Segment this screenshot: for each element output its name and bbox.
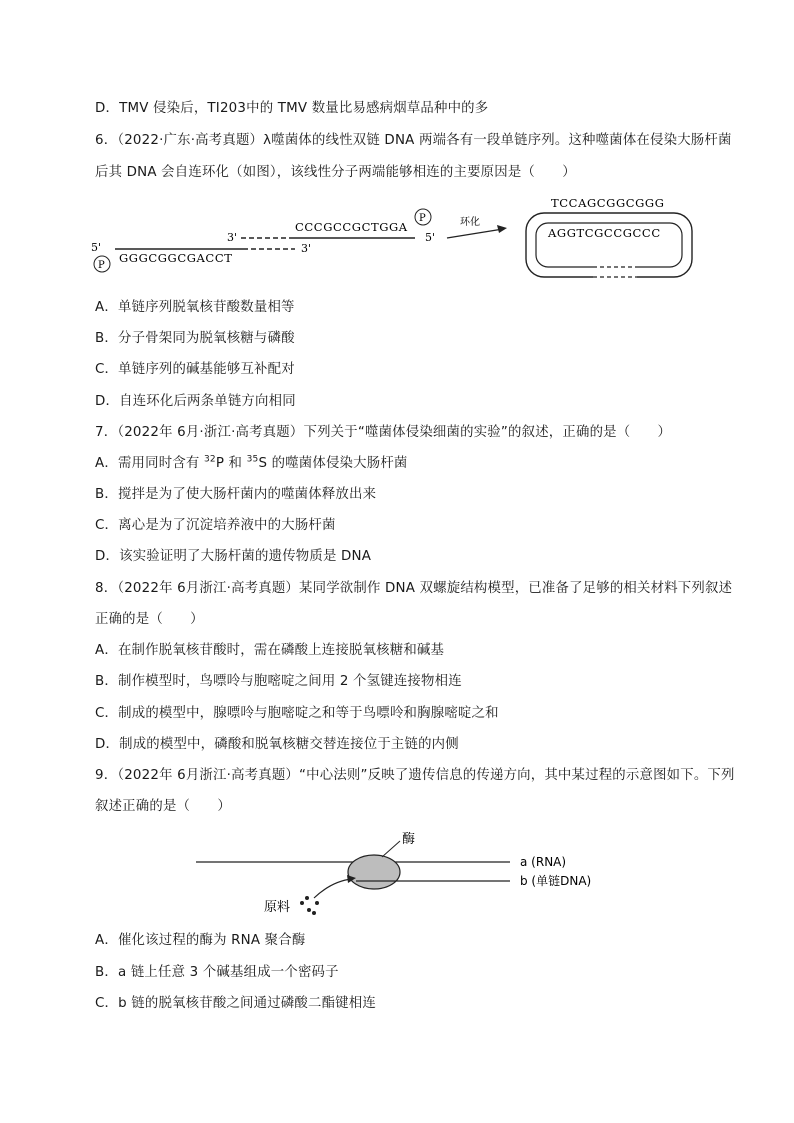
q8-option-a: A．在制作脱氧核苷酸时，需在磷酸上连接脱氧核糖和碱基 <box>95 643 445 658</box>
top-single-strand-seq: CCCGCCGCTGGA <box>295 220 408 234</box>
label-5prime-top: 5' <box>425 231 436 244</box>
q8-stem-line2: 正确的是（ ） <box>95 612 204 627</box>
q5-option-d: D．TMV 侵染后，TI203中的 TMV 数量比易感病烟草品种中的多 <box>95 101 489 116</box>
q9-option-b: B．a 链上任意 3 个碱基组成一个密码子 <box>95 965 339 980</box>
ring-bottom-seq: AGGTCGCCGCCC <box>548 226 661 240</box>
label-3prime-top: 3' <box>227 231 238 244</box>
phosphate-left-label: P <box>98 260 105 271</box>
q7-stem: 7．（2022年 6月·浙江·高考真题）下列关于“噬菌体侵染细菌的实验”的叙述，正确的是（ ） <box>95 425 672 440</box>
circularize-arrow-line <box>447 229 503 238</box>
q9-option-c: C．b 链的脱氧核苷酸之间通过磷酸二酯键相连 <box>95 996 376 1011</box>
dna-circularization-figure <box>85 193 705 285</box>
q6-option-c: C．单链序列的碱基能够互补配对 <box>95 362 295 377</box>
nucleotide-dot <box>300 901 304 905</box>
bottom-single-strand-seq: GGGCGGCGACCT <box>119 251 233 265</box>
q6-option-b: B．分子骨架同为脱氧核糖与磷酸 <box>95 331 295 346</box>
material-label: 原料 <box>264 900 291 915</box>
material-arrow-line <box>314 879 352 898</box>
q8-option-b: B．制作模型时，鸟嘌呤与胞嘧啶之间用 2 个氢键连接物相连 <box>95 674 462 689</box>
q7-option-d: D．该实验证明了大肠杆菌的遗传物质是 DNA <box>95 549 372 564</box>
q8-option-c: C．制成的模型中，腺嘌呤与胞嘧啶之和等于鸟嘌呤和胸腺嘧啶之和 <box>95 706 499 721</box>
nucleotide-dot <box>305 896 309 900</box>
q7-option-c: C．离心是为了沉淀培养液中的大肠杆菌 <box>95 518 336 533</box>
circularize-label: 环化 <box>460 217 480 228</box>
nucleotide-dot <box>315 901 319 905</box>
enzyme-label: 酶 <box>402 832 416 847</box>
nucleotide-dot <box>312 911 316 915</box>
label-5prime-left: 5' <box>91 241 102 254</box>
q6-option-d: D．自连环化后两条单链方向相同 <box>95 394 296 409</box>
nucleotide-dot <box>307 908 311 912</box>
q7-option-a: A．需用同时含有 $^{32}$P 和 $^{35}$S 的噬菌体侵染大肠杆菌 <box>95 454 408 471</box>
q9-stem-line2: 叙述正确的是（ ） <box>95 799 231 814</box>
circularize-arrow-head <box>497 225 507 233</box>
phosphate-top-label: P <box>419 213 426 224</box>
strand-b-label: b (单链DNA) <box>520 874 592 888</box>
label-3prime-bottom: 3' <box>301 242 312 255</box>
q6-stem-line1: 6．（2022·广东·高考真题）λ噬菌体的线性双链 DNA 两端各有一段单链序列。这种噬菌体在侵染大肠杆菌 <box>95 133 732 148</box>
q7-option-b: B．搅拌是为了使大肠杆菌内的噬菌体释放出来 <box>95 487 377 502</box>
q8-option-d: D．制成的模型中，磷酸和脱氧核糖交替连接位于主链的内侧 <box>95 737 459 752</box>
q9-option-a: A．催化该过程的酶为 RNA 聚合酶 <box>95 933 306 948</box>
strand-a-label: a (RNA) <box>520 855 567 869</box>
ring-top-seq: TCCAGCGGCGGG <box>551 196 665 210</box>
q6-stem-line2: 后其 DNA 会自连环化（如图），该线性分子两端能够相连的主要原因是（ ） <box>95 165 576 180</box>
enzyme-shape <box>348 855 400 889</box>
q6-option-a: A．单链序列脱氧核苷酸数量相等 <box>95 300 295 315</box>
transcription-figure <box>190 825 610 925</box>
q9-stem-line1: 9．（2022年 6月浙江·高考真题）“中心法则”反映了遗传信息的传递方向，其中某过程的示意图如下。下列 <box>95 768 735 783</box>
enzyme-pointer <box>382 841 400 857</box>
q8-stem-line1: 8．（2022年 6月浙江·高考真题）某同学欲制作 DNA 双螺旋结构模型，已准备了足够的相关材料下列叙述 <box>95 581 733 596</box>
